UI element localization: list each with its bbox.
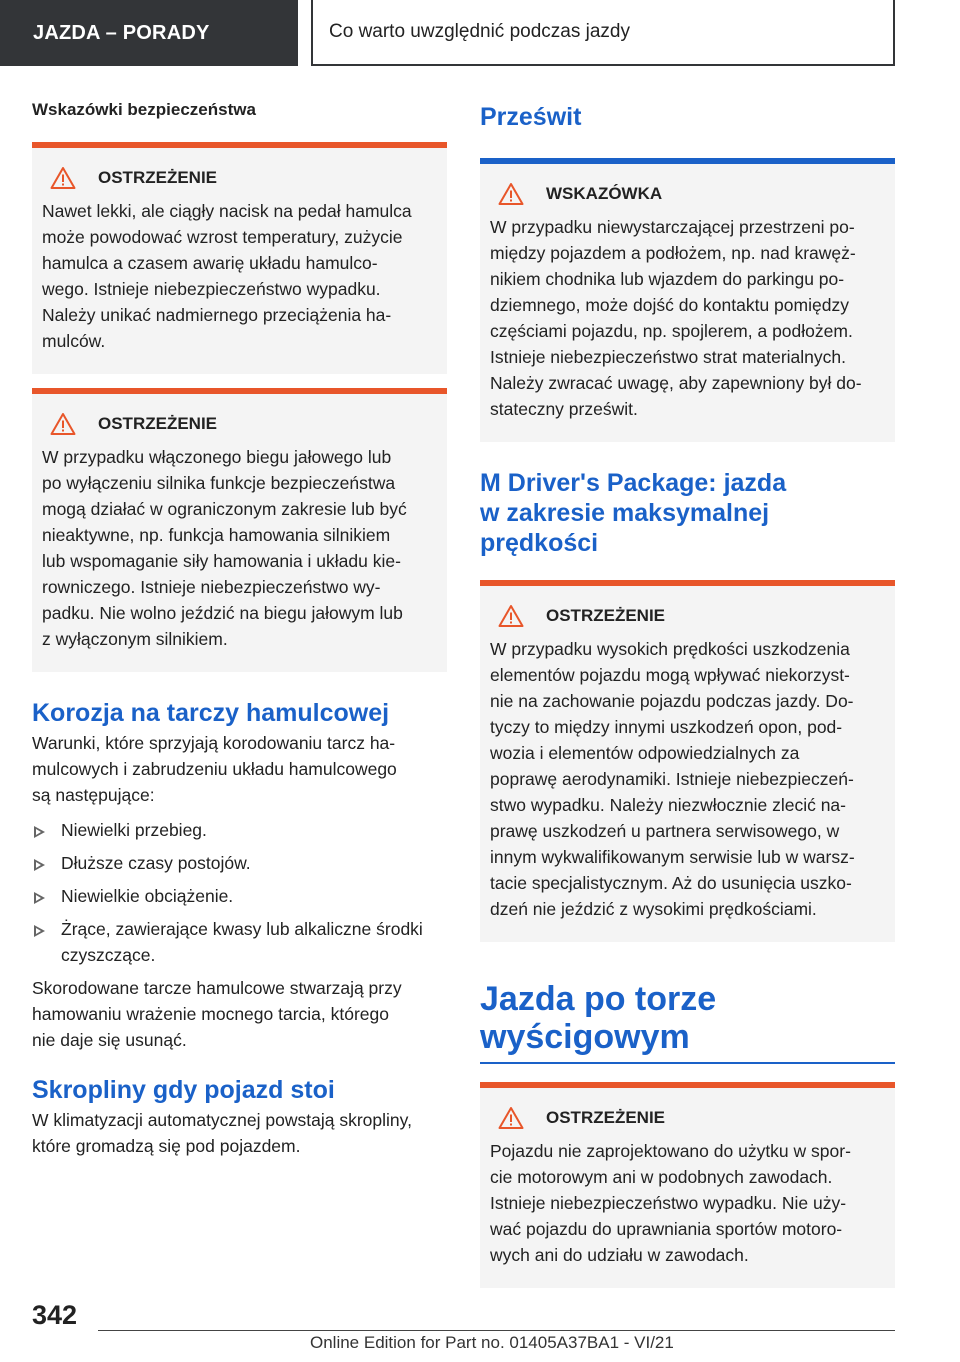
text-line: Pojazdu nie zaprojektowano do użytku w spor- <box>490 1141 851 1161</box>
text-line: W klimatyzacji automatycznej powstają skropliny, <box>32 1110 412 1130</box>
text-line: nie daje się usunąć. <box>32 1030 187 1050</box>
triangle-bullet-icon <box>34 826 45 838</box>
warning-box-max-speed <box>480 580 895 942</box>
text-line: nie na zachowanie pojazdu podczas jazdy. Do- <box>490 691 854 711</box>
warning-box-title: OSTRZEŻENIE <box>546 606 666 625</box>
text-line: cie motorowym ani w podobnych zawodach. <box>490 1167 833 1187</box>
text-line: nikiem chodnika lub wjazdem do parkingu po- <box>490 269 845 289</box>
text-line: elementów pojazdu mogą wpływać niekorzyst- <box>490 665 850 685</box>
text-line: są następujące: <box>32 785 155 805</box>
condensate-text <box>32 1107 447 1159</box>
footer-edition: Online Edition for Part no. 01405A37BA1 - VI/21 <box>310 1333 674 1352</box>
corrosion-heading: Korozja na tarczy hamulcowej <box>32 699 390 727</box>
heading-line: w zakresie maksymalnej <box>480 499 770 527</box>
warning-box-racetrack <box>480 1082 895 1288</box>
text-line: prawę uszkodzeń u partnera serwisowego, w <box>490 821 840 841</box>
page-number: 342 <box>32 1300 78 1330</box>
warning-box-title: OSTRZEŻENIE <box>98 168 218 187</box>
list-item-text: Niewielki przebieg. <box>61 820 207 840</box>
text-line: W przypadku wysokich prędkości uszkodzenia <box>490 639 850 659</box>
text-line: tyczy to między innymi uszkodzeń opon, pod- <box>490 717 843 737</box>
warning-box-text <box>490 636 883 922</box>
header-page-title: Co warto uwzględnić podczas jazdy <box>311 0 895 66</box>
warning-triangle-icon <box>50 412 76 436</box>
text-line: stwo wypadku. Należy niezwłocznie zlecić na- <box>490 795 846 815</box>
text-line: wych ani do udziału w zawodach. <box>490 1245 749 1265</box>
warning-box-text <box>42 198 435 354</box>
clearance-heading: Prześwit <box>480 103 582 131</box>
text-line: dzeń nie jeździć z wysokimi prędkościami. <box>490 899 817 919</box>
text-line: może powodować wzrost temperatury, zużycie <box>42 227 403 247</box>
heading-line: M Driver's Package: jazda <box>480 469 787 497</box>
heading-line: prędkości <box>480 529 599 557</box>
text-line: W przypadku włączonego biegu jałowego lub <box>42 447 392 467</box>
text-line: poprawę aerodynamiki. Istnieje niebezpieczeń- <box>490 769 854 789</box>
header-section-label: JAZDA – PORADY <box>0 0 298 66</box>
heading-line: Jazda po torze <box>480 980 717 1018</box>
triangle-bullet-icon <box>34 892 45 904</box>
text-line: Skorodowane tarcze hamulcowe stwarzają przy <box>32 978 402 998</box>
list-item-text: Niewielkie obciążenie. <box>61 886 234 906</box>
corrosion-conditions-list <box>32 817 447 968</box>
text-line: tacie specjalistycznym. Aż do usunięcia uszko- <box>490 873 852 893</box>
text-line: dziemnego, może dojść do kontaktu pomiędzy <box>490 295 849 315</box>
text-line: hamowaniu wrażenie mocnego tarcia, którego <box>32 1004 389 1024</box>
warning-box-text <box>490 1138 883 1268</box>
text-line: mogą działać w ograniczonym zakresie lub być <box>42 499 407 519</box>
warning-triangle-icon <box>50 166 76 190</box>
safety-subheading: Wskazówki bezpieczeństwa <box>32 100 256 119</box>
note-box-title: WSKAZÓWKA <box>546 184 663 203</box>
text-line: padku. Nie wolno jeździć na biegu jałowym lub <box>42 603 403 623</box>
heading-line: wyścigowym <box>480 1018 690 1056</box>
text-line: innym wykwalifikowanym serwisie lub w warsz- <box>490 847 855 867</box>
text-line: Istnieje niebezpieczeństwo strat materialnych. <box>490 347 847 367</box>
triangle-bullet-icon <box>34 859 45 871</box>
note-box-clearance <box>480 158 895 442</box>
text-line: lub wspomaganie siły hamowania i układu kie- <box>42 551 401 571</box>
section-divider <box>480 1062 895 1064</box>
warning-box-text <box>42 444 435 652</box>
right-column <box>480 92 895 1288</box>
text-line: wozia i elementów odpowiedzialnych za <box>490 743 800 763</box>
text-line: stateczny prześwit. <box>490 399 638 419</box>
warning-box-idle-gear <box>32 388 447 672</box>
text-line: częściami pojazdu, np. spojlerem, a podłożem. <box>490 321 853 341</box>
text-line: Istnieje niebezpieczeństwo wypadku. Nie uży- <box>490 1193 847 1213</box>
corrosion-intro <box>32 730 447 808</box>
list-item-text: Dłuższe czasy postojów. <box>61 853 251 873</box>
footer-divider <box>98 1330 895 1331</box>
warning-box-title: OSTRZEŻENIE <box>98 414 218 433</box>
list-item <box>32 817 447 843</box>
text-line: mulcowych i zabrudzeniu układu hamulcowego <box>32 759 397 779</box>
triangle-bullet-icon <box>34 925 45 937</box>
warning-triangle-icon <box>498 1106 524 1130</box>
list-item <box>32 883 447 909</box>
warning-triangle-icon <box>498 604 524 628</box>
text-line: mulców. <box>42 331 106 351</box>
racetrack-heading <box>480 980 895 1056</box>
text-line: Należy unikać nadmiernego przeciążenia ha- <box>42 305 392 325</box>
text-line: wego. Istnieje niebezpieczeństwo wypadku. <box>42 279 381 299</box>
text-line: Należy zwracać uwagę, aby zapewniony był do- <box>490 373 862 393</box>
list-item <box>32 850 447 876</box>
text-line: które gromadzą się pod pojazdem. <box>32 1136 301 1156</box>
warning-box-title: OSTRZEŻENIE <box>546 1108 666 1127</box>
text-line: wać pojazdu do uprawniania sportów motoro- <box>490 1219 843 1239</box>
text-line: między pojazdem a podłożem, np. nad krawęż- <box>490 243 856 263</box>
text-line: po wyłączeniu silnika funkcje bezpieczeństwa <box>42 473 396 493</box>
text-line: rowniczego. Istnieje niebezpieczeństwo wy- <box>42 577 381 597</box>
text-line: Warunki, które sprzyjają korodowaniu tarcz ha- <box>32 733 396 753</box>
list-item <box>32 916 447 968</box>
text-line: W przypadku niewystarczającej przestrzeni po- <box>490 217 855 237</box>
list-item-text: Żrące, zawierające kwasy lub alkaliczne środki czyszczące. <box>61 919 423 965</box>
warning-box-brake-pressure <box>32 142 447 374</box>
text-line: z wyłączonym silnikiem. <box>42 629 228 649</box>
text-line: hamulca a czasem awarię układu hamulco- <box>42 253 378 273</box>
warning-triangle-icon <box>498 182 524 206</box>
condensate-heading: Skropliny gdy pojazd stoi <box>32 1076 335 1104</box>
text-line: Nawet lekki, ale ciągły nacisk na pedał hamulca <box>42 201 412 221</box>
note-box-text <box>490 214 883 422</box>
corrosion-outro <box>32 975 447 1053</box>
left-column <box>32 92 447 1159</box>
mdrivers-heading <box>480 468 895 558</box>
text-line: nieaktywne, np. funkcja hamowania silnikiem <box>42 525 391 545</box>
